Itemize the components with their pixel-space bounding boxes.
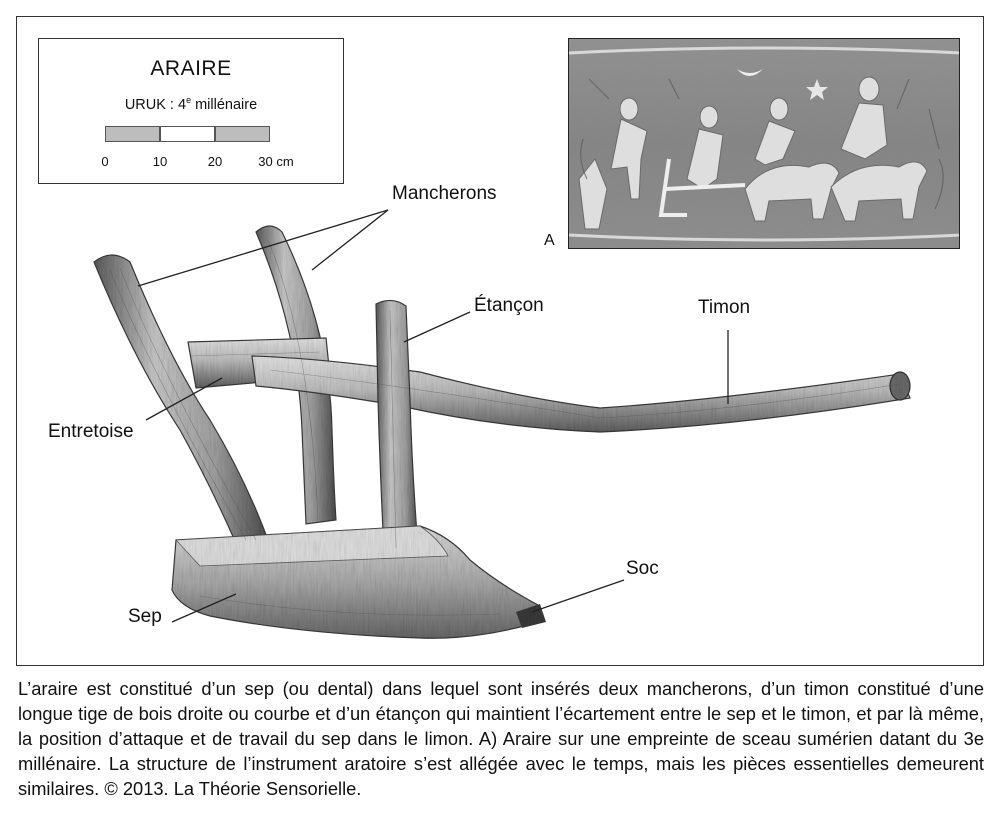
label-soc: Soc <box>626 558 659 579</box>
label-mancherons: Mancherons <box>392 183 497 204</box>
legend-title: ARAIRE <box>150 57 232 80</box>
scale-tick-10: 10 <box>152 154 168 169</box>
leader-etancon <box>404 312 470 342</box>
plough-wood <box>94 226 910 638</box>
label-entretoise: Entretoise <box>48 421 134 442</box>
legend-subtitle-sup: e <box>186 95 192 105</box>
seal-label: A <box>544 232 555 249</box>
label-timon: Timon <box>698 297 751 318</box>
legend-subtitle-prefix: URUK : 4 <box>124 96 187 113</box>
beam <box>252 356 910 432</box>
scale-tick-0: 0 <box>101 154 109 169</box>
leader-mancherons-1 <box>138 210 388 286</box>
leader-soc <box>532 580 624 612</box>
leader-mancherons-2 <box>312 210 388 270</box>
legend-subtitle-suffix: millénaire <box>191 96 258 113</box>
figure-caption: L’araire est constitué d’un sep (ou dental) dans lequel sont insérés deux mancherons, d’un timon constitué d’une longue tige de bois droite ou courbe et d’un étançon qui maintient l’écartement entre le sep et le timon, et par là même, la position d’attaque et de travail du sep dans le limon. A) Araire sur une empreinte de sceau sumérien datant du 3e millénaire. La structure de l’instrument aratoire s’est allégée avec le temps, mais les pièces essentielles demeurent similaires. © 2013. La Théorie Sensorielle. <box>18 678 984 799</box>
scale-tick-30: 30 cm <box>258 154 294 169</box>
scale-tick-20: 20 <box>207 154 223 169</box>
label-sep: Sep <box>128 606 162 627</box>
label-etancon: Étançon <box>474 295 544 316</box>
